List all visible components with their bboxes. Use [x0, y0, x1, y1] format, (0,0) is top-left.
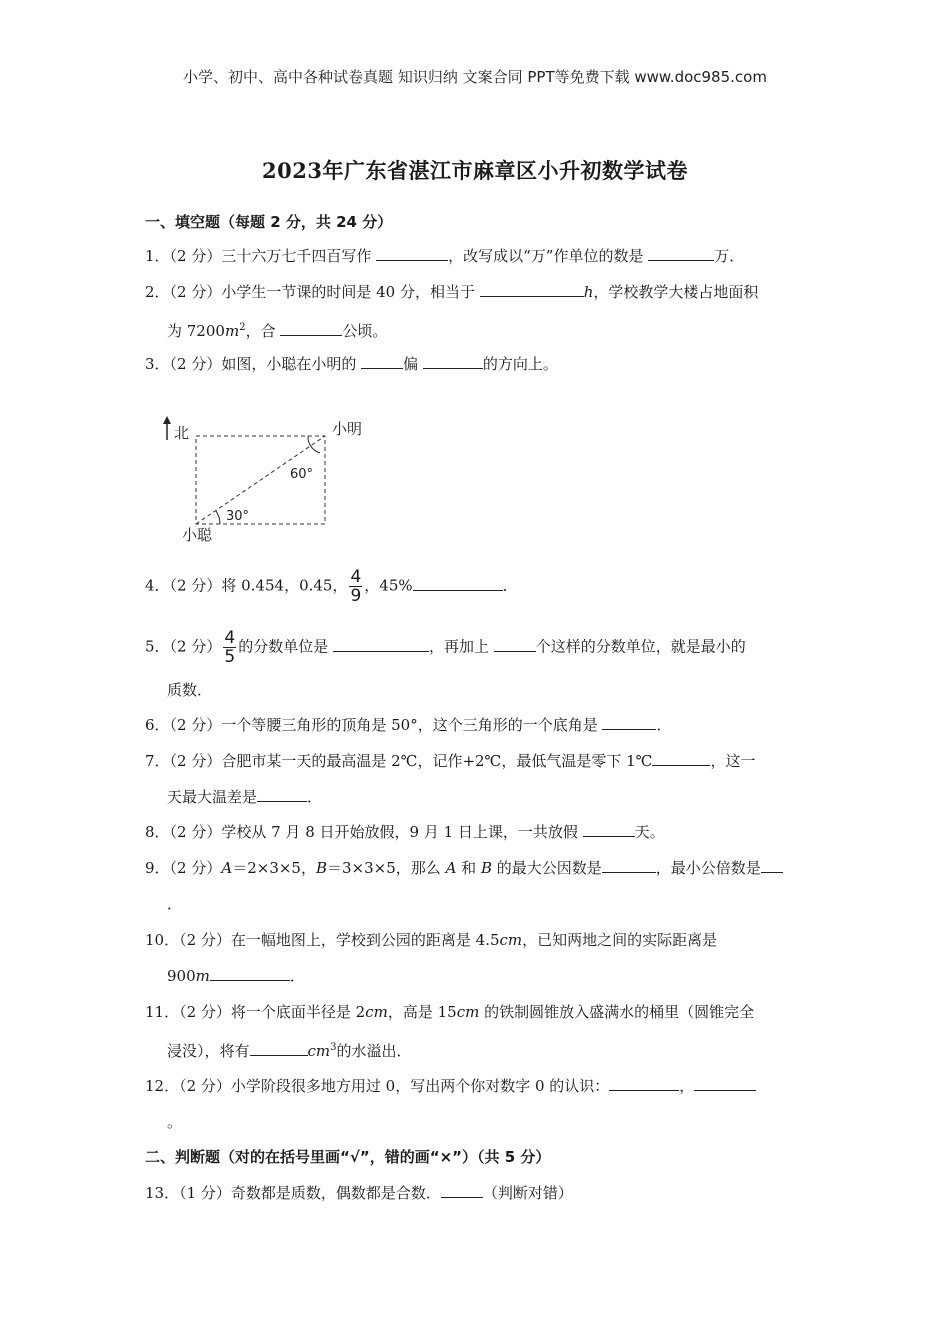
answer-blank[interactable]: [652, 751, 710, 766]
angle-arc-bottom: [216, 511, 220, 524]
question-6: 6．（2 分）一个等腰三角形的顶角是 50°，这个三角形的一个底角是 ．: [145, 716, 672, 734]
question-7: 7．（2 分）合肥市某一天的最高温是 2℃，记作+2℃，最低气温是零下 1℃ ，这一: [145, 752, 756, 770]
question-9: 9．（2 分）A＝2×3×5，B＝3×3×5，那么 A 和 B 的最大公因数是 ，最小公倍数是: [145, 858, 783, 878]
angle-arc-top: [308, 436, 320, 453]
answer-blank[interactable]: [250, 1041, 308, 1056]
site-header: 小学、初中、高中各种试卷真题 知识归纳 文案合同 PPT等免费下载 www.doc985.com: [183, 68, 767, 86]
question-2-cont: 为 $7200m^2$，合 公顷。: [167, 322, 388, 340]
question-5: 5．（2 分） $\frac{4}{5}$ 的分数单位是 ，再加上 个这样的分数单位，就是最小的: [145, 628, 746, 667]
answer-blank[interactable]: [441, 1183, 483, 1198]
north-label: 北: [174, 424, 190, 442]
question-10-cont: 900m ．: [167, 967, 305, 985]
question-3: 3．（2 分）如图，小聪在小明的 偏 的方向上。: [145, 355, 558, 373]
xiaoming-label: 小明: [332, 420, 363, 438]
question-12: 12．（2 分）小学阶段很多地方用过 0，写出两个你对数字 0 的认识： ，: [145, 1076, 756, 1096]
answer-blank[interactable]: [333, 637, 429, 652]
answer-blank[interactable]: [413, 576, 503, 591]
question-5-cont: 质数．: [167, 681, 213, 699]
question-11-cont: 浸没），将有 $cm^3$的水溢出．: [167, 1042, 412, 1060]
question-12-cont: 。: [167, 1113, 183, 1131]
answer-blank[interactable]: [602, 858, 656, 873]
answer-blank[interactable]: [376, 246, 448, 261]
answer-blank[interactable]: [423, 354, 483, 369]
question-11: 11．（2 分）将一个底面半径是 2cm，高是 15cm 的铁制圆锥放入盛满水的桶里（圆锥完全: [145, 1003, 755, 1021]
direction-diagram: [160, 412, 380, 547]
answer-blank[interactable]: [648, 246, 714, 261]
answer-blank[interactable]: [583, 822, 635, 837]
angle-label-top: 60°: [290, 467, 314, 482]
answer-blank[interactable]: [602, 715, 656, 730]
answer-blank[interactable]: [361, 354, 403, 369]
question-9-cont: ．: [167, 895, 183, 913]
section-fill-in-blanks: 一、填空题（每题 2 分，共 24 分）: [145, 213, 393, 231]
answer-blank[interactable]: [609, 1076, 679, 1091]
angle-label-bottom: 30°: [226, 509, 250, 524]
question-8: 8．（2 分）学校从 7 月 8 日开始放假，9 月 1 日上课，一共放假 天。: [145, 823, 665, 841]
answer-blank[interactable]: [257, 787, 307, 802]
page-title: 2023年广东省湛江市麻章区小升初数学试卷: [262, 158, 688, 183]
fraction: $\frac{4}{5}$: [224, 628, 236, 667]
question-13: 13．（1 分）奇数都是质数，偶数都是合数． （判断对错）: [145, 1184, 573, 1202]
question-4: 4．（2 分）将 0.454，0.45， $\frac{4}{9}$ ，45% ．: [145, 567, 518, 606]
section-true-false: 二、判断题（对的在括号里画“√”，错的画“×”）（共 5 分）: [145, 1148, 551, 1166]
answer-blank[interactable]: [761, 858, 783, 873]
answer-blank[interactable]: [210, 966, 290, 981]
answer-blank[interactable]: [480, 282, 584, 297]
north-arrow-icon: [163, 416, 171, 440]
answer-blank[interactable]: [494, 637, 536, 652]
answer-blank[interactable]: [280, 321, 342, 336]
answer-blank[interactable]: [694, 1076, 756, 1091]
question-10: 10．（2 分）在一幅地图上，学校到公园的距离是 4.5cm，已知两地之间的实际距离是: [145, 931, 718, 949]
question-7-cont: 天最大温差是 ．: [167, 788, 323, 806]
question-1: 1．（2 分）三十六万七千四百写作 ，改写成以“万”作单位的数是 万．: [145, 247, 745, 265]
question-2: 2．（2 分）小学生一节课的时间是 40 分，相当于 h，学校教学大楼占地面积: [145, 283, 759, 301]
fraction: $\frac{4}{9}$: [350, 567, 362, 606]
xiaocong-label: 小聪: [182, 526, 213, 544]
